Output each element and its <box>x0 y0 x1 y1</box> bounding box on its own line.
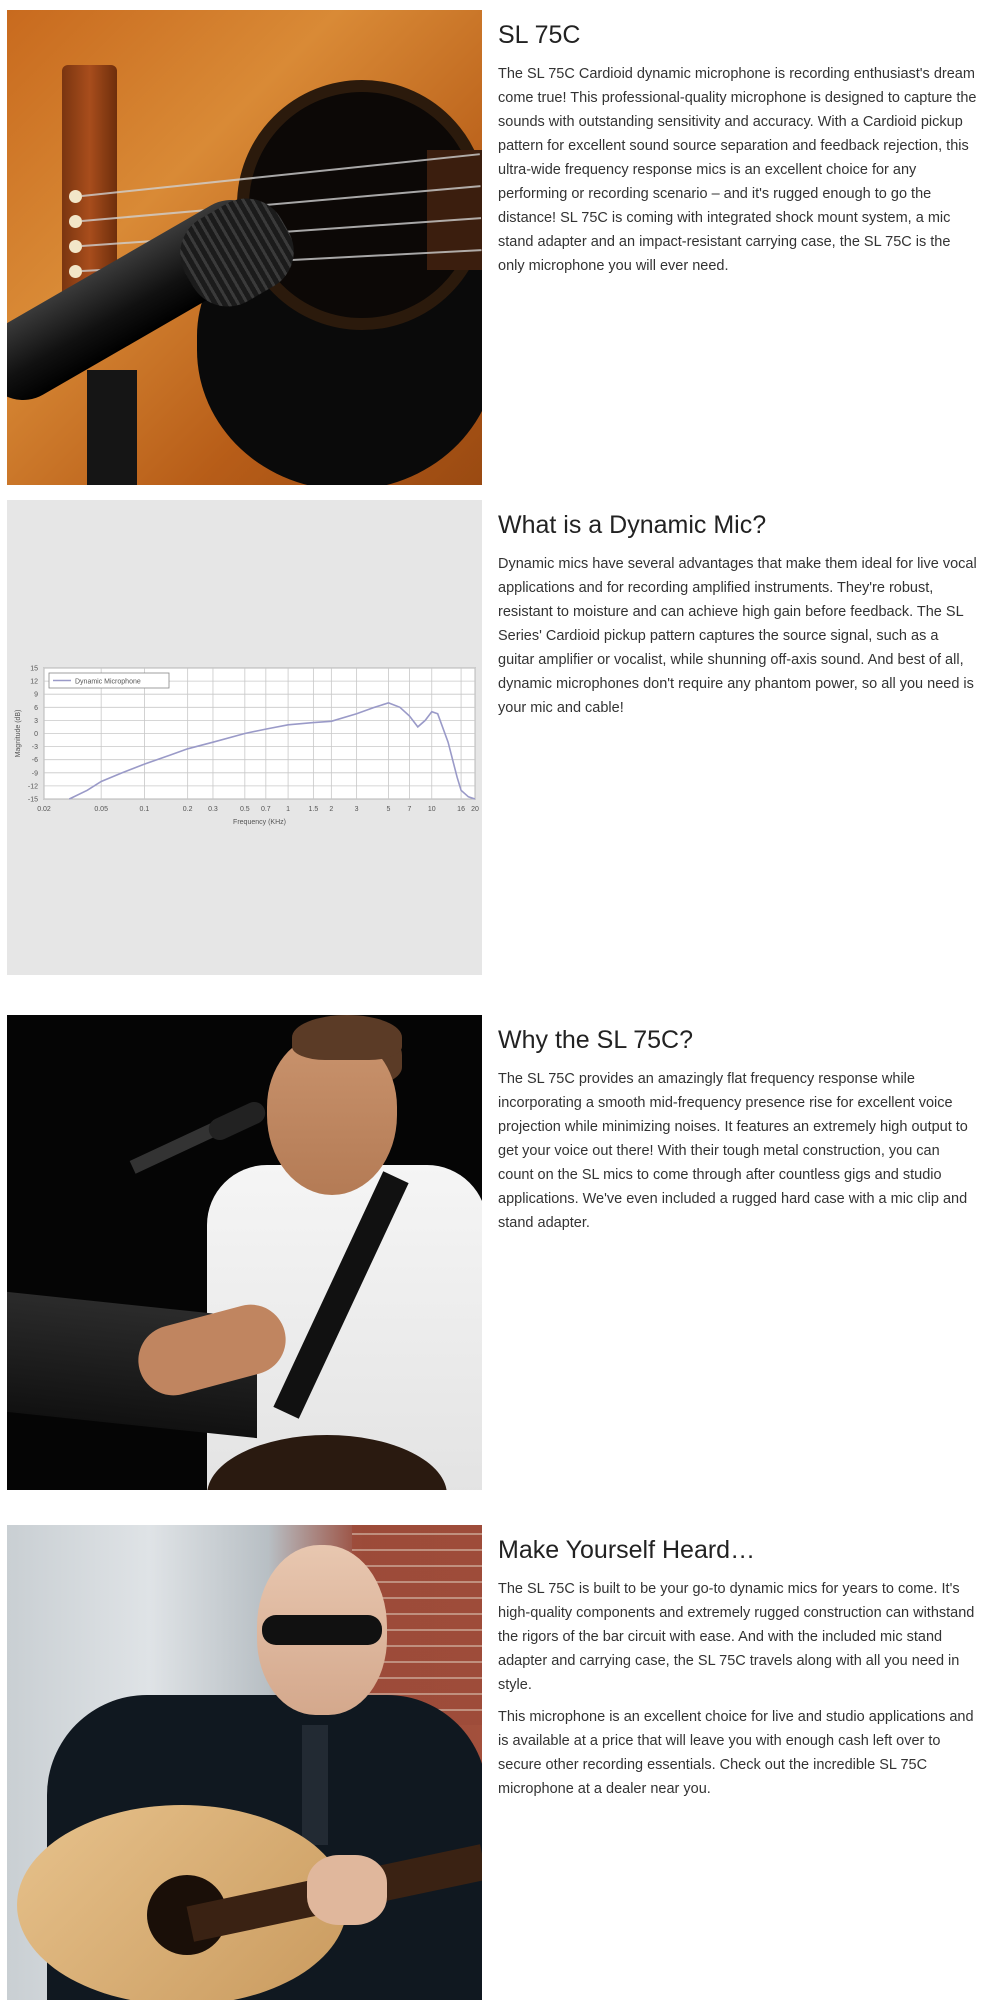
singer-performing-image <box>7 1015 482 1490</box>
x-tick-label: 16 <box>457 806 465 813</box>
x-tick-label: 0.5 <box>239 806 250 813</box>
section-why-sl75c <box>0 1015 1000 1495</box>
x-tick-label: 2 <box>329 806 334 813</box>
y-tick-label: -3 <box>31 744 38 752</box>
x-tick-label: 0.05 <box>94 806 108 813</box>
x-axis-label: Frequency (KHz) <box>233 819 286 826</box>
bridge-pin <box>69 215 82 228</box>
guitarist-image <box>7 1525 482 2000</box>
x-tick-label: 0.02 <box>37 806 51 813</box>
frequency-chart-svg <box>7 500 482 975</box>
y-tick-label: -12 <box>27 783 38 791</box>
x-tick-label: 1 <box>286 806 291 813</box>
y-tick-label: 0 <box>34 731 38 738</box>
bridge-pin <box>69 265 82 278</box>
section-sl75c <box>0 10 1000 490</box>
x-tick-label: 7 <box>407 806 412 813</box>
section-text <box>498 1535 978 1809</box>
bridge-pin <box>69 190 82 203</box>
bridge-pin <box>69 240 82 253</box>
section-paragraph: The SL 75C provides an amazingly flat frequency response while incorporating a smooth mid-frequency presence rise for excellent voice projection while minimizing noises. It features an extremely high output to get your voice out there! With their tough metal construction, you can count on the SL mics to come through after countless gigs and studio applications. We've even included a rugged hard case with a mic clip and stand adapter. <box>498 1071 968 1231</box>
y-tick-label: 15 <box>30 665 38 673</box>
y-tick-label: 3 <box>34 717 38 725</box>
y-tick-label: 9 <box>34 691 38 699</box>
section-text <box>498 1025 978 1243</box>
fretting-hand <box>307 1855 387 1925</box>
section-paragraph: Dynamic mics have several advantages that make them ideal for live vocal applications and for recording amplified instruments. They're robust, resistant to moisture and can achieve high gain before feedback. The SL Series' Cardioid pickup pattern captures the source signal, such as a guitar amplifier or vocalist, while shunning off-axis sound. And best of all, dynamic microphones don't require any phantom power, so all you need is your mic and cable! <box>498 556 977 716</box>
chart-legend <box>49 673 169 688</box>
x-tick-label: 0.3 <box>208 806 218 813</box>
mic-stand <box>87 370 137 485</box>
y-tick-label: -15 <box>27 796 38 804</box>
x-tick-label: 0.1 <box>139 806 150 813</box>
section-paragraph: This microphone is an excellent choice for live and studio applications and is available at a price that will leave you with enough cash left over to secure other recording essentials. Check out the incredible SL 75C microphone at a dealer near you. <box>498 1709 974 1797</box>
section-title: Make Yourself Heard… <box>498 1536 756 1564</box>
frequency-response-chart <box>7 500 482 975</box>
y-tick-label: -9 <box>31 770 38 778</box>
x-tick-label: 20 <box>471 806 479 813</box>
legend-label: Dynamic Microphone <box>75 678 141 686</box>
y-tick-label: 12 <box>30 678 38 686</box>
x-tick-label: 5 <box>386 806 391 813</box>
guitar-mic-image <box>7 10 482 485</box>
section-title: What is a Dynamic Mic? <box>498 511 767 539</box>
section-paragraph: The SL 75C Cardioid dynamic microphone is recording enthusiast's dream come true! This professional-quality microphone is designed to capture the sounds with outstanding sensitivity and accuracy. With a Cardioid pickup pattern for excellent sound source separation and feedback rejection, this ultra-wide frequency response mics is an excellent choice for any performing or recording scenario – and it's rugged enough to go the distance! SL 75C is coming with integrated shock mount system, a mic stand adapter and an impact-resistant carrying case, the SL 75C is the only microphone you will ever need. <box>498 66 977 274</box>
x-tick-label: 1.5 <box>308 806 319 813</box>
sunglasses <box>262 1615 382 1645</box>
singer-hair <box>292 1015 402 1060</box>
section-paragraph: The SL 75C is built to be your go-to dynamic mics for years to come. It's high-quality components and extremely rugged construction can withstand the rigors of the bar circuit with ease. And with the included mic stand adapter and carrying case, the SL 75C travels along with all you need in style. <box>498 1581 975 1693</box>
section-title: Why the SL 75C? <box>498 1026 694 1054</box>
section-text <box>498 20 978 286</box>
y-axis-label: Magnitude (dB) <box>15 709 22 758</box>
y-tick-label: 6 <box>34 704 38 712</box>
x-tick-label: 0.2 <box>182 806 193 813</box>
y-tick-label: -6 <box>31 757 38 765</box>
section-text <box>498 510 978 728</box>
x-tick-label: 0.7 <box>260 806 271 813</box>
tie <box>302 1725 328 1845</box>
x-tick-label: 10 <box>427 806 436 813</box>
x-tick-label: 3 <box>354 806 359 813</box>
section-dynamic-mic <box>0 500 1000 980</box>
section-make-yourself-heard <box>0 1525 1000 2000</box>
section-title: SL 75C <box>498 21 581 49</box>
